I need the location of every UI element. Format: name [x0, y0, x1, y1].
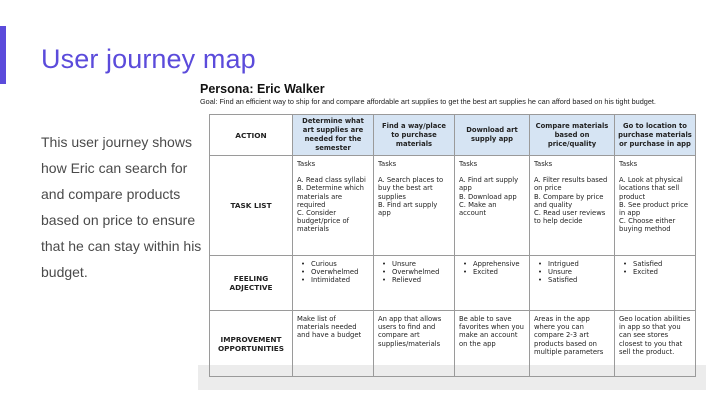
stage-tasks-cell	[293, 156, 374, 256]
feeling-item: • Excited	[473, 268, 525, 276]
task-item: B. Download app	[459, 192, 517, 201]
action-row	[210, 115, 696, 156]
slide-title: User journey map	[41, 44, 256, 74]
feeling-item: • Satisfied	[633, 260, 691, 268]
stage-improvement-cell: Geo location abilities in app so that you can see stores closest to you that sell the product.	[615, 311, 696, 377]
action-label: ACTION	[210, 115, 293, 156]
stage-improvement-cell: An app that allows users to find and compare art supplies/materials	[374, 311, 455, 377]
stage-action: Download art supply app	[455, 115, 530, 156]
feeling-label: FEELING ADJECTIVE	[210, 256, 293, 311]
stage-action: Go to location to purchase materials or purchase in app	[615, 115, 696, 156]
feeling-item: • Intimidated	[311, 276, 369, 284]
persona-name: Persona: Eric Walker	[200, 82, 325, 96]
improvement-row	[210, 311, 696, 377]
stage-tasks-cell	[374, 156, 455, 256]
persona-goal: Goal: Find an efficient way to ship for and compare affordable art supplies to get the best art supplies he can afford based on his tight budget.	[200, 97, 656, 106]
task-item: A. Read class syllabi	[297, 176, 366, 185]
stage-improvement-cell: Areas in the app where you can compare 2-3 art products based on multiple parameters	[530, 311, 615, 377]
task-item: A. Look at physical locations that sell product	[619, 176, 683, 201]
feeling-item: • Overwhelmed	[311, 268, 369, 276]
tasks-heading: Tasks	[459, 160, 478, 168]
task-item: C. Make an account	[459, 200, 497, 218]
task-item: B. Compare by price and quality	[534, 192, 604, 209]
stage-tasks-cell	[530, 156, 615, 256]
stage-feelings-cell	[374, 256, 455, 311]
stage-tasks-cell	[455, 156, 530, 256]
feeling-item: • Intrigued	[548, 260, 610, 268]
tasks-heading: Tasks	[378, 160, 397, 168]
stage-feelings-cell	[530, 256, 615, 311]
tasks-heading: Tasks	[619, 160, 638, 168]
feeling-row	[210, 256, 696, 311]
task-item: C. Read user reviews to help decide	[534, 209, 606, 226]
feeling-item: • Excited	[633, 268, 691, 276]
user-journey-table	[209, 114, 696, 377]
title-accent-bar	[0, 26, 6, 84]
task-item: A. Filter results based on price	[534, 176, 608, 193]
stage-feelings-cell	[615, 256, 696, 311]
stage-feelings-cell	[293, 256, 374, 311]
task-list-row	[210, 156, 696, 256]
task-item: C. Consider budget/price of materials	[297, 209, 350, 234]
stage-action: Compare materials based on price/quality	[530, 115, 615, 156]
stage-action: Find a way/place to purchase materials	[374, 115, 455, 156]
stage-improvement-cell: Be able to save favorites when you make an account on the app	[455, 311, 530, 377]
stage-action: Determine what art supplies are needed for the semester	[293, 115, 374, 156]
stage-improvement-cell: Make list of materials needed and have a budget	[293, 311, 374, 377]
slide-description: This user journey shows how Eric can search for and compare products based on price to ensure that he can stay within his budget.	[41, 134, 202, 280]
task-item: B. Determine which materials are required	[297, 184, 364, 209]
feeling-item: • Satisfied	[548, 276, 610, 284]
stage-tasks-cell	[615, 156, 696, 256]
task-item: C. Choose either buying method	[619, 217, 676, 234]
feeling-item: • Curious	[311, 260, 369, 268]
feeling-item: • Relieved	[392, 276, 450, 284]
tasks-heading: Tasks	[534, 160, 553, 168]
tasks-heading: Tasks	[297, 160, 316, 168]
task-item: B. See product price in app	[619, 200, 689, 218]
stage-feelings-cell	[455, 256, 530, 311]
task-list-label: TASK LIST	[210, 156, 293, 256]
task-item: A. Find art supply app	[459, 176, 519, 193]
feeling-item: • Unsure	[548, 268, 610, 276]
feeling-item: • Unsure	[392, 260, 450, 268]
task-item: B. Find art supply app	[378, 200, 438, 218]
task-item: A. Search places to buy the best art supplies	[378, 176, 444, 201]
improvement-label: IMPROVEMENT OPPORTUNITIES	[210, 311, 293, 377]
feeling-item: • Overwhelmed	[392, 268, 450, 276]
feeling-item: • Apprehensive	[473, 260, 525, 268]
